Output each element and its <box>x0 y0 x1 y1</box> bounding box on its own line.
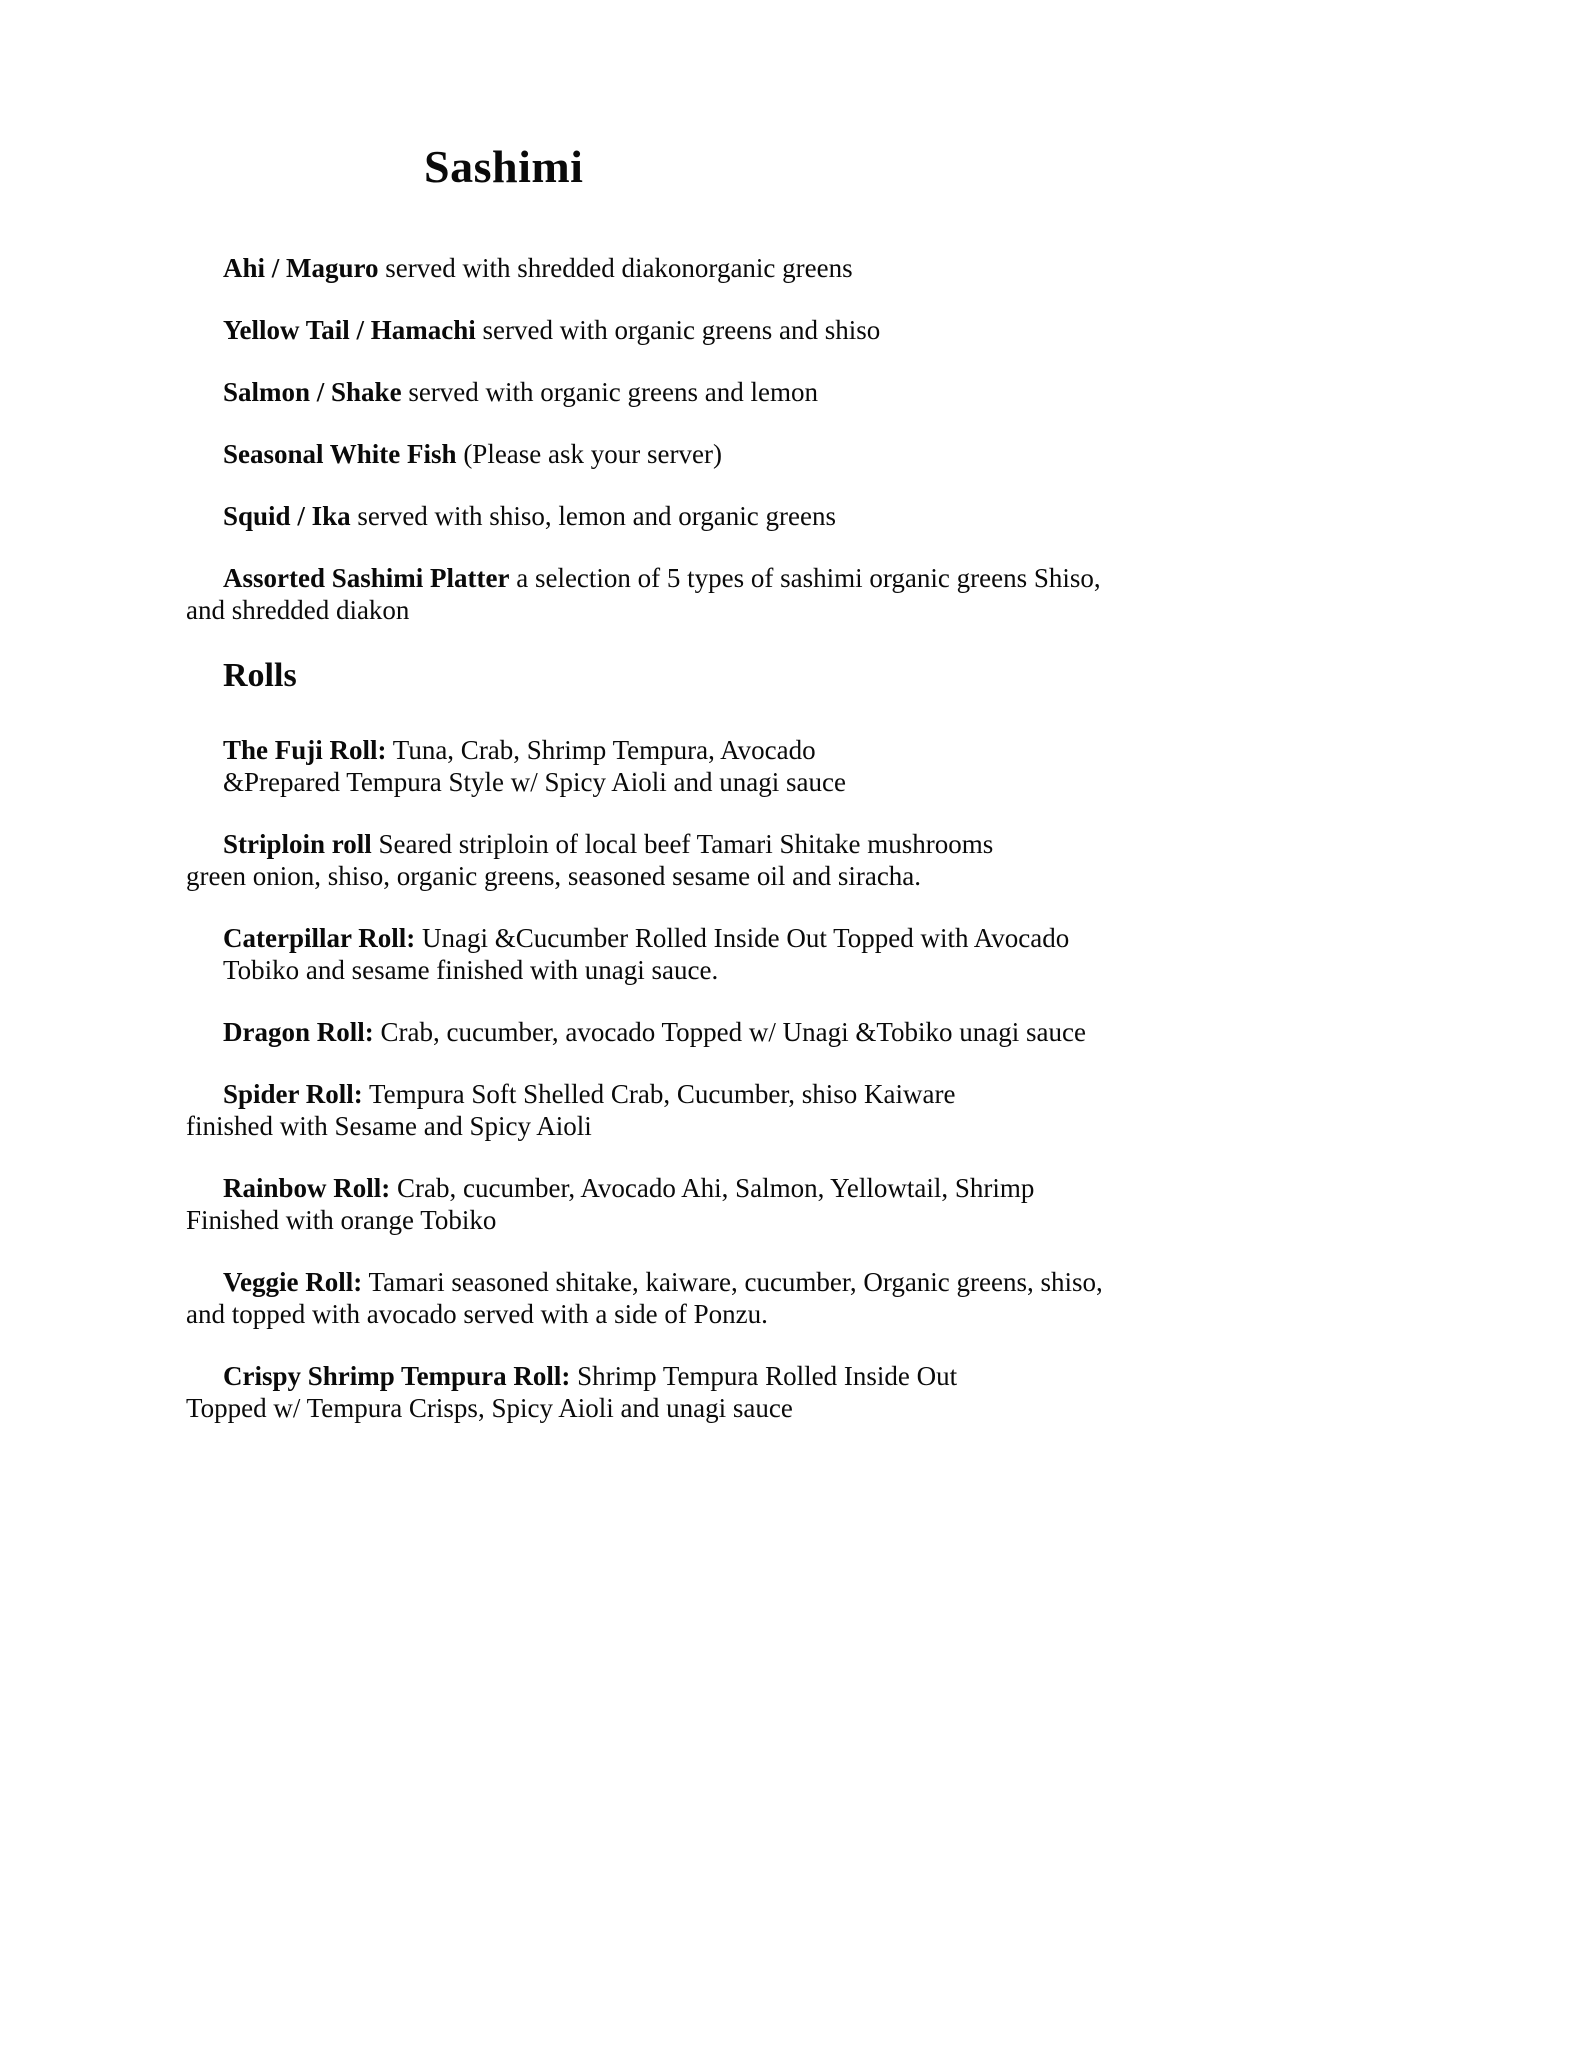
item-desc: Unagi &Cucumber Rolled Inside Out Topped with Avocado <box>421 923 1070 953</box>
item-desc-line2: Finished with orange Tobiko <box>186 1205 497 1235</box>
item-name: The Fuji Roll: <box>223 735 387 765</box>
item-name: Caterpillar Roll: <box>223 923 416 953</box>
item-desc-line2: Topped w/ Tempura Crisps, Spicy Aioli and unagi sauce <box>186 1393 793 1423</box>
menu-item <box>186 376 1442 408</box>
item-name: Salmon / Shake <box>223 377 402 407</box>
item-desc: served with shiso, lemon and organic greens <box>357 501 836 531</box>
item-name: Dragon Roll: <box>223 1017 374 1047</box>
item-name: Rainbow Roll: <box>223 1173 391 1203</box>
page-title: Sashimi <box>424 141 584 192</box>
item-name: Ahi / Maguro <box>223 253 379 283</box>
item-desc: served with shredded diakonorganic greens <box>385 253 853 283</box>
item-desc: served with organic greens and shiso <box>482 315 881 345</box>
section-sashimi <box>186 252 1442 626</box>
item-desc: (Please ask your server) <box>463 439 722 469</box>
menu-item <box>186 1360 1442 1424</box>
item-name: Assorted Sashimi Platter <box>223 563 510 593</box>
item-name: Crispy Shrimp Tempura Roll: <box>223 1361 571 1391</box>
section-rolls <box>186 656 1442 1424</box>
item-desc: Shrimp Tempura Rolled Inside Out <box>577 1361 958 1391</box>
item-name: Seasonal White Fish <box>223 439 457 469</box>
menu-item <box>186 252 1442 284</box>
menu-item <box>186 562 1442 626</box>
item-desc: Tamari seasoned shitake, kaiware, cucumber, Organic greens, shiso, <box>368 1267 1103 1297</box>
item-desc: a selection of 5 types of sashimi organic greens Shiso, <box>516 563 1101 593</box>
item-desc: Crab, cucumber, avocado Topped w/ Unagi &Tobiko unagi sauce <box>380 1017 1086 1047</box>
menu-item <box>186 734 1442 798</box>
menu-item <box>186 438 1442 470</box>
item-desc-line2: and topped with avocado served with a side of Ponzu. <box>186 1299 768 1329</box>
item-desc: Crab, cucumber, Avocado Ahi, Salmon, Yellowtail, Shrimp <box>397 1173 1035 1203</box>
menu-item <box>186 1266 1442 1330</box>
item-desc: Seared striploin of local beef Tamari Shitake mushrooms <box>378 829 994 859</box>
item-desc-line2: and shredded diakon <box>186 595 410 625</box>
menu-item <box>186 1172 1442 1236</box>
item-name: Striploin roll <box>223 829 372 859</box>
item-desc-line2: finished with Sesame and Spicy Aioli <box>186 1111 592 1141</box>
item-desc-line2: green onion, shiso, organic greens, seasoned sesame oil and siracha. <box>186 861 922 891</box>
item-name: Veggie Roll: <box>223 1267 363 1297</box>
menu-item <box>186 922 1442 986</box>
menu-item <box>186 1078 1442 1142</box>
item-desc-line2: Tobiko and sesame finished with unagi sauce. <box>223 955 719 985</box>
item-desc: served with organic greens and lemon <box>408 377 818 407</box>
section-heading-rolls: Rolls <box>223 657 297 694</box>
menu-item <box>186 314 1442 346</box>
item-name: Squid / Ika <box>223 501 351 531</box>
item-desc: Tuna, Crab, Shrimp Tempura, Avocado <box>392 735 816 765</box>
item-name: Spider Roll: <box>223 1079 363 1109</box>
item-desc: Tempura Soft Shelled Crab, Cucumber, shiso Kaiware <box>369 1079 956 1109</box>
item-desc-line2: &Prepared Tempura Style w/ Spicy Aioli and unagi sauce <box>223 767 846 797</box>
menu-item <box>186 1016 1442 1048</box>
menu-item <box>186 500 1442 532</box>
item-name: Yellow Tail / Hamachi <box>223 315 476 345</box>
menu-item <box>186 828 1442 892</box>
